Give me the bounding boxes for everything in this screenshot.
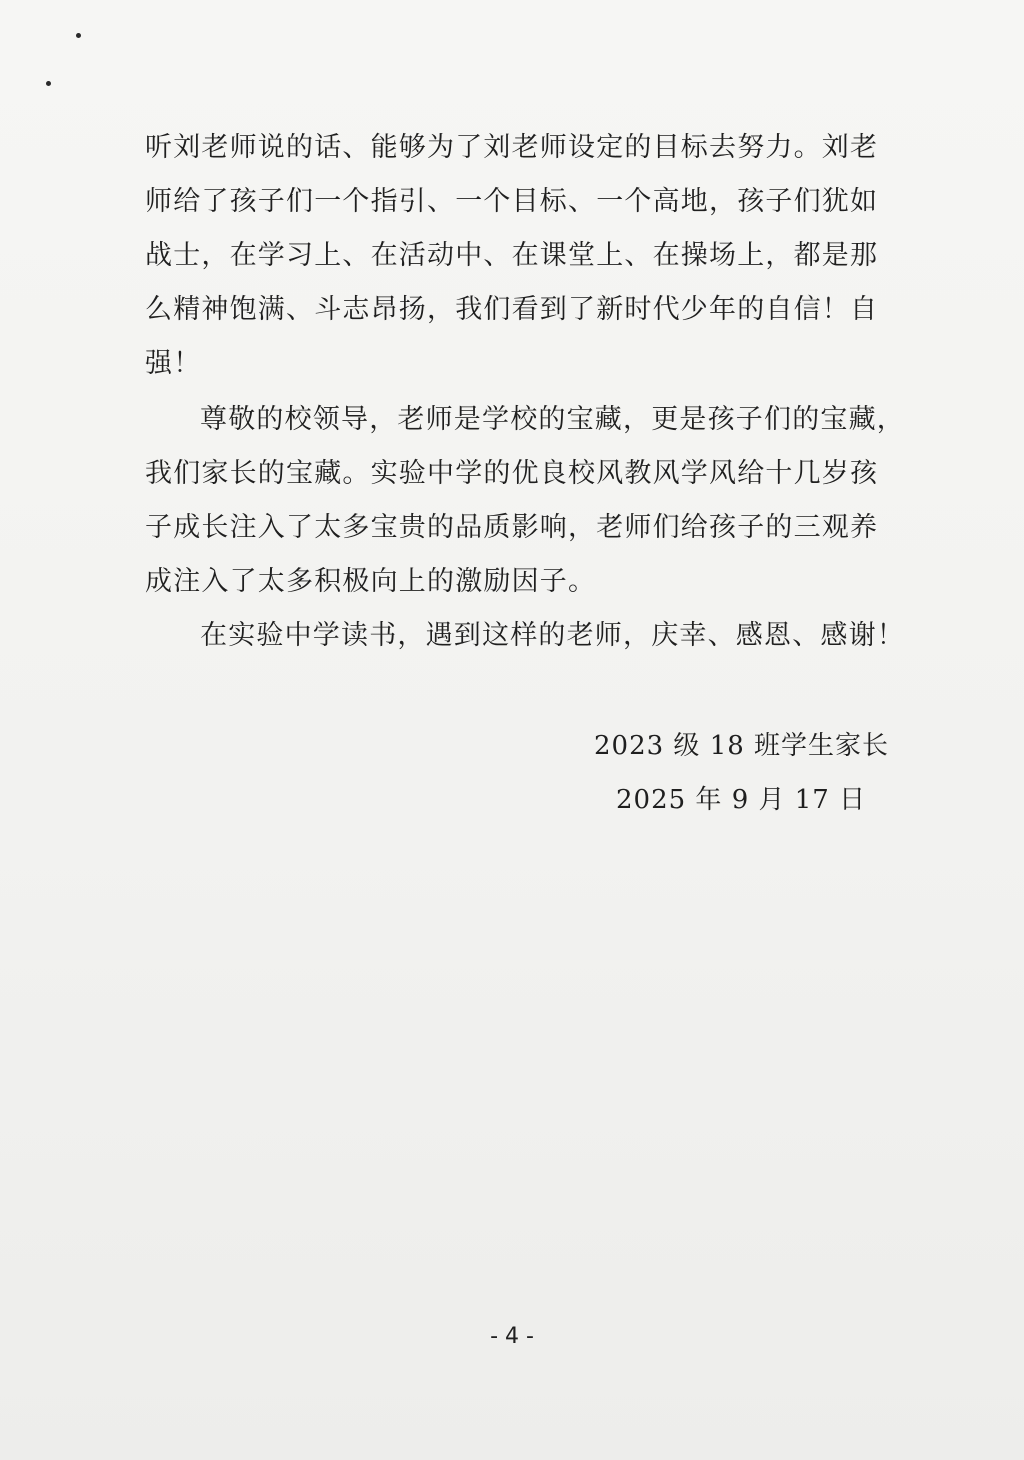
text-line: 尊敬的校领导，老师是学校的宝藏，更是孩子们的宝藏， — [200, 404, 905, 435]
scan-speck — [76, 33, 81, 38]
scan-speck — [46, 81, 51, 86]
text-line: 子成长注入了太多宝贵的品质影响，老师们给孩子的三观养 — [145, 512, 879, 543]
text-line: 听刘老师说的话、能够为了刘老师设定的目标去努力。刘老 — [145, 132, 879, 163]
text-line: 师给了孩子们一个指引、一个目标、一个高地，孩子们犹如 — [145, 186, 879, 217]
text-line: 成注入了太多积极向上的激励因子。 — [145, 566, 597, 597]
text-line: 强！ — [145, 348, 202, 379]
text-line: 么精神饱满、斗志昂扬，我们看到了新时代少年的自信！自 — [145, 294, 879, 325]
page-number: - 4 - — [490, 1324, 534, 1349]
signature-author: 2023 级 18 班学生家长 — [594, 731, 890, 761]
signature-date: 2025 年 9 月 17 日 — [616, 785, 867, 815]
text-line: 在实验中学读书，遇到这样的老师，庆幸、感恩、感谢！ — [200, 620, 905, 651]
text-line: 战士，在学习上、在活动中、在课堂上、在操场上，都是那 — [145, 240, 879, 271]
text-line: 我们家长的宝藏。实验中学的优良校风教风学风给十几岁孩 — [145, 458, 879, 489]
